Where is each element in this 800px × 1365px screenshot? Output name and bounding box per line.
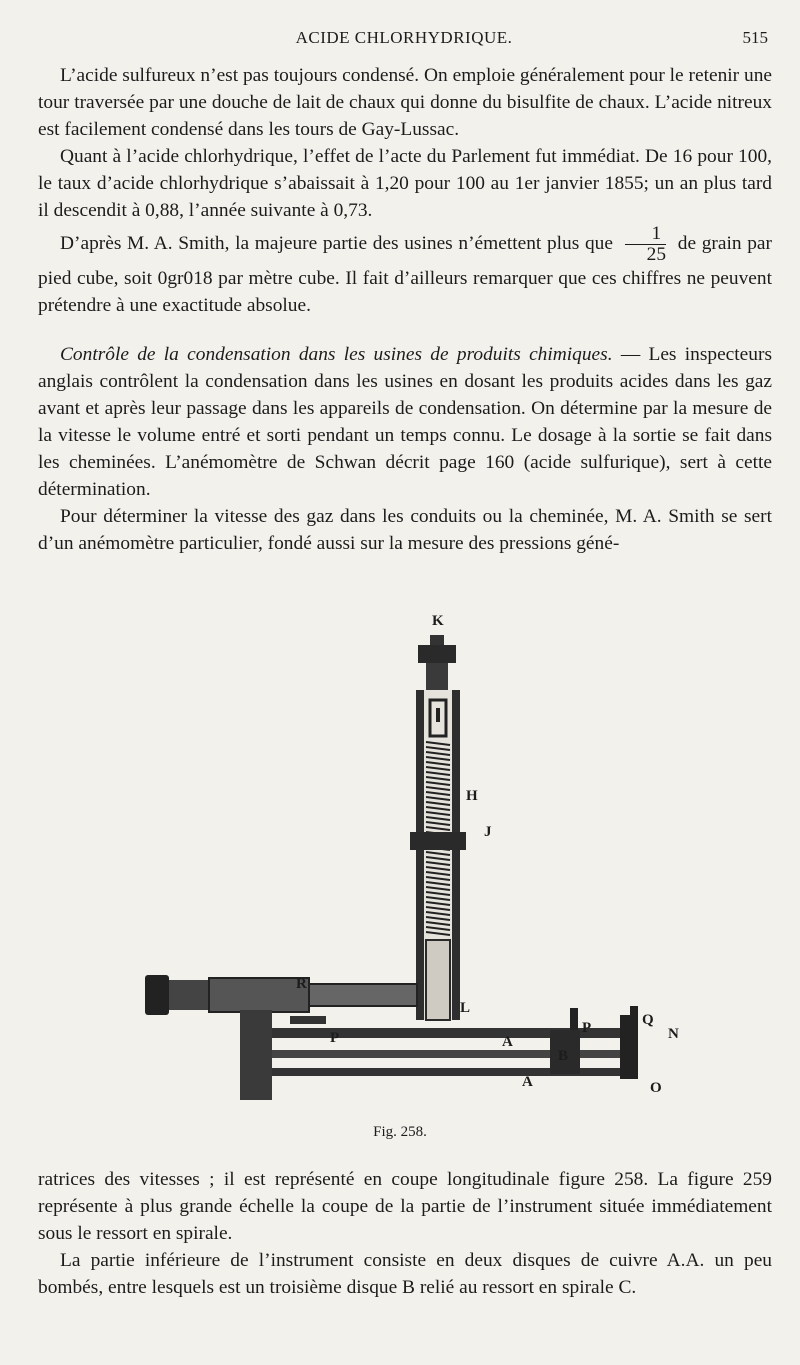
text-block-bottom (38, 1166, 772, 1301)
cap-neck (426, 663, 448, 693)
label-r: R (296, 976, 307, 992)
paragraph-ratrices: ratrices des vitesses ; il est représenté en coupe longitudinale figure 258. La figure 259 représente à plus grande échelle la coupe de la partie de l’instrument située immédiatement sous le ressort en spirale. (38, 1169, 772, 1244)
paragraph-acide-sulfureux: L’acide sulfureux n’est pas toujours condensé. On emploie généralement pour le retenir une tour traversée par une douche de lait de chaux qui donne du bisulfite de chaux. L’acide nitreux est facilement condensé dans les tours de Gay-Lussac. (38, 65, 772, 140)
label-j: J (484, 824, 492, 840)
collar (410, 832, 466, 850)
figure-caption: Fig. 258. (373, 1124, 427, 1140)
screw-q (630, 1006, 638, 1022)
paragraph-partie-inferieure: La partie inférieure de l’instrument consiste en deux disques de cuivre A.A. un peu bombés, entre lesquels est un troisième disque B relié au ressort en spirale C. (38, 1250, 772, 1298)
cap-knob (430, 635, 444, 645)
controle-body: — Les inspecteurs anglais contrôlent la condensation dans les usines en dosant les produits acides dans les gaz avant et après leur passage dans les appareils de condensation. On détermine par la mesure de la vitesse le volume entré et sorti pendant un temps connu. Le dosage à la sortie se fait dans les cheminées. L’anémomètre de Schwan décrit page 160 (acide sulfurique), sert à cette détermination. (38, 344, 772, 500)
label-l: L (460, 1000, 471, 1016)
label-q: Q (642, 1012, 654, 1028)
text-block-top (38, 62, 772, 557)
tube-wall-right (452, 690, 460, 1020)
figure-anemometre (130, 610, 690, 1110)
label-n: N (668, 1026, 679, 1042)
page-number: 515 (742, 28, 768, 47)
paragraph-vitesse: Pour déterminer la vitesse des gaz dans les conduits ou la cheminée, M. A. Smith se sert d’un anémomètre particulier, fondé aussi sur la mesure des pressions géné- (38, 506, 772, 554)
telescope (145, 975, 417, 1015)
fraction (625, 224, 666, 265)
label-p-left: P (330, 1030, 340, 1046)
label-p-right: P (582, 1020, 592, 1036)
screw-p-right (570, 1008, 578, 1030)
plunger-rod (436, 708, 440, 722)
label-a-bottom: A (522, 1074, 533, 1090)
stem (426, 940, 450, 1020)
paragraph-smith (38, 224, 772, 319)
section-heading-controle: Contrôle de la condensation dans les usines de produits chimiques. (60, 344, 613, 365)
tube-wall-left (416, 690, 424, 1020)
label-b: B (558, 1048, 569, 1064)
label-a-top: A (502, 1034, 513, 1050)
fraction-numerator: 1 (625, 224, 666, 245)
fraction-denominator: 25 (646, 244, 667, 265)
smith-text-before: D’après M. A. Smith, la majeure partie des usines n’émettent plus que (60, 232, 613, 254)
cap-top (418, 645, 456, 663)
label-o: O (650, 1080, 662, 1096)
running-title: ACIDE CHLORHYDRIQUE. (295, 28, 513, 47)
paragraph-controle (38, 341, 772, 503)
label-h: H (466, 788, 478, 804)
label-k: K (432, 613, 444, 629)
screw-p-left (290, 1016, 326, 1024)
running-header (40, 28, 768, 54)
paragraph-acide-chlorhydrique: Quant à l’acide chlorhydrique, l’effet de l’acte du Parlement fut immédiat. De 16 pour 100, le taux d’acide chlorhydrique s’abaissait à 1,20 pour 100 au 1er janvier 1855; un an plus tard il descendit à 0,88, l’année suivante à 0,73. (38, 146, 772, 221)
smith-text-after: de grain par pied cube, soit 0gr018 par mètre cube. Il fait d’ailleurs remarquer que ces chiffres ne peuvent prétendre à une exactitude absolue. (38, 232, 773, 316)
